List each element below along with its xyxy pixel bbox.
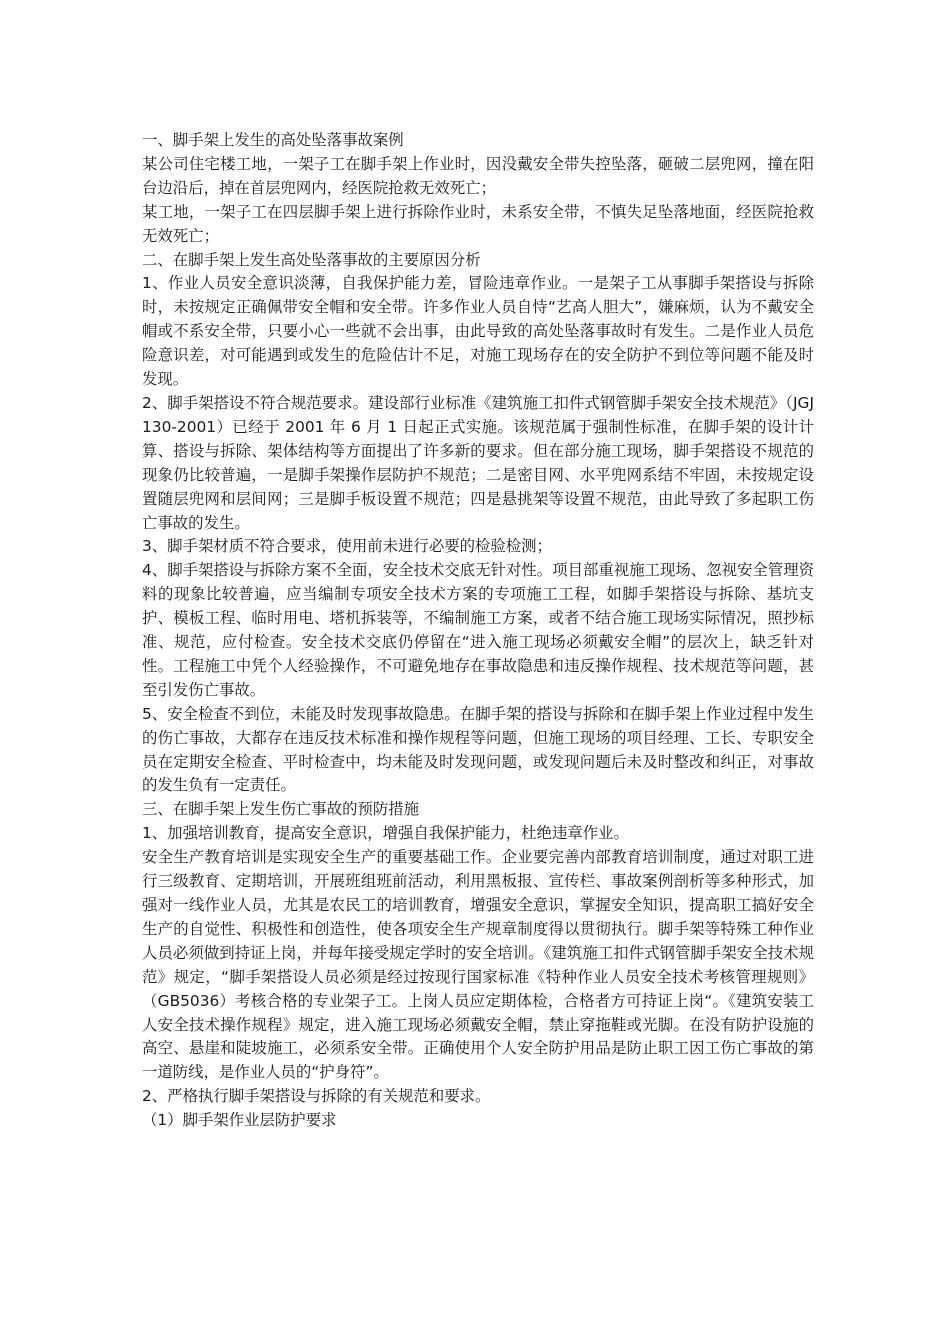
paragraph-cause-1: 1、作业人员安全意识淡薄，自我保护能力差，冒险违章作业。一是架子工从事脚手架搭设与拆除时，未按规定正确佩带安全帽和安全带。许多作业人员自恃“艺高人胆大”，嫌麻烦，认为不戴安全帽或不系安全带，只要小心一些就不会出事，由此导致的高处坠落事故时有发生。二是作业人员危险意识差，对可能遇到或发生的危险估计不足，对施工现场存在的安全防护不到位等问题不能及时发现。	[142, 274, 814, 389]
document-body	[142, 129, 814, 1133]
paragraph-cause-2: 2、脚手架搭设不符合规范要求。建设部行业标准《建筑施工扣件式钢管脚手架安全技术规范》（JGJ130-2001）已经于 2001 年 6 月 1 日起正式实施。该规范属于强制性标准，在脚手架的设计计算、搭设与拆除、架体结构等方面提出了许多新的要求。但在部分施工现场，脚手架搭设不规范的现象仍比较普遍，一是脚手架操作层防护不规范；二是密目网、水平兜网系结不牢固，未按规定设置随层兜网和层间网；三是脚手板设置不规范；四是悬挑架等设置不规范，由此导致了多起职工伤亡事故的发生。	[142, 393, 814, 532]
paragraph-case-1: 某公司住宅楼工地，一架子工在脚手架上作业时，因没戴安全带失控坠落，砸破二层兜网，撞在阳台边沿后，掉在首层兜网内，经医院抢救无效死亡；	[142, 154, 814, 197]
section-heading-1: 一、脚手架上发生的高处坠落事故案例	[142, 131, 404, 149]
paragraph-cause-5: 5、安全检查不到位，未能及时发现事故隐患。在脚手架的搭设与拆除和在脚手架上作业过程中发生的伤亡事故，大都存在违反技术标准和操作规程等问题，但施工现场的项目经理、工长、专职安全员在定期安全检查、平时检查中，均未能及时发现问题，或发现问题后未及时整改和纠正，对事故的发生负有一定责任。	[142, 704, 814, 795]
section-heading-2: 二、在脚手架上发生高处坠落事故的主要原因分析	[142, 250, 481, 269]
paragraph-cause-4: 4、脚手架搭设与拆除方案不全面，安全技术交底无针对性。项目部重视施工现场、忽视安全管理资料的现象比较普遍，应当编制专项安全技术方案的专项施工工程，如脚手架搭设与拆除、基坑支护、模板工程、临时用电、塔机拆装等，不编制施工方案，或者不结合施工现场实际情况，照抄标准、规范，应付检查。安全技术交底仍停留在“进入施工现场必须戴安全帽”的层次上，缺乏针对性。工程施工中凭个人经验操作，不可避免地存在事故隐患和违反操作规程、技术规范等问题，甚至引发伤亡事故。	[142, 561, 814, 699]
paragraph-measure-2-title: 2、严格执行脚手架搭设与拆除的有关规范和要求。	[142, 1087, 491, 1106]
paragraph-case-2: 某工地，一架子工在四层脚手架上进行拆除作业时，未系安全带，不慎失足坠落地面，经医院抢救无效死亡；	[142, 202, 814, 245]
section-heading-3: 三、在脚手架上发生伤亡事故的预防措施	[142, 800, 420, 819]
paragraph-measure-1-body: 安全生产教育培训是实现安全生产的重要基础工作。企业要完善内部教育培训制度，通过对职工进行三级教育、定期培训，开展班组班前活动，利用黑板报、宣传栏、事故案例剖析等多种形式，加强对一线作业人员，尤其是农民工的培训教育，增强安全意识，掌握安全知识，提高职工搞好安全生产的自觉性、积极性和创造性，使各项安全生产规章制度得以贯彻执行。脚手架等特殊工种作业人员必须做到持证上岗，并每年接受规定学时的安全培训。《建筑施工扣件式钢管脚手架安全技术规范》规定，“脚手架搭设人员必须是经过按现行国家标准《特种作业人员安全技术考核管理规则》（GB5036）考核合格的专业架子工。上岗人员应定期体检，合格者方可持证上岗“。《建筑安装工人安全技术操作规程》规定，进入施工现场必须戴安全帽，禁止穿拖鞋或光脚。在没有防护设施的高空、悬崖和陡坡施工，必须系安全带。正确使用个人安全防护用品是防止职工因工伤亡事故的第一道防线，是作业人员的“护身符”。	[142, 848, 814, 1082]
paragraph-measure-1-title: 1、加强培训教育，提高安全意识，增强自我保护能力，杜绝违章作业。	[142, 824, 629, 843]
paragraph-cause-3: 3、脚手架材质不符合要求，使用前未进行必要的检验检测；	[142, 537, 552, 556]
paragraph-measure-2-sub-1: （1）脚手架作业层防护要求	[142, 1111, 337, 1130]
